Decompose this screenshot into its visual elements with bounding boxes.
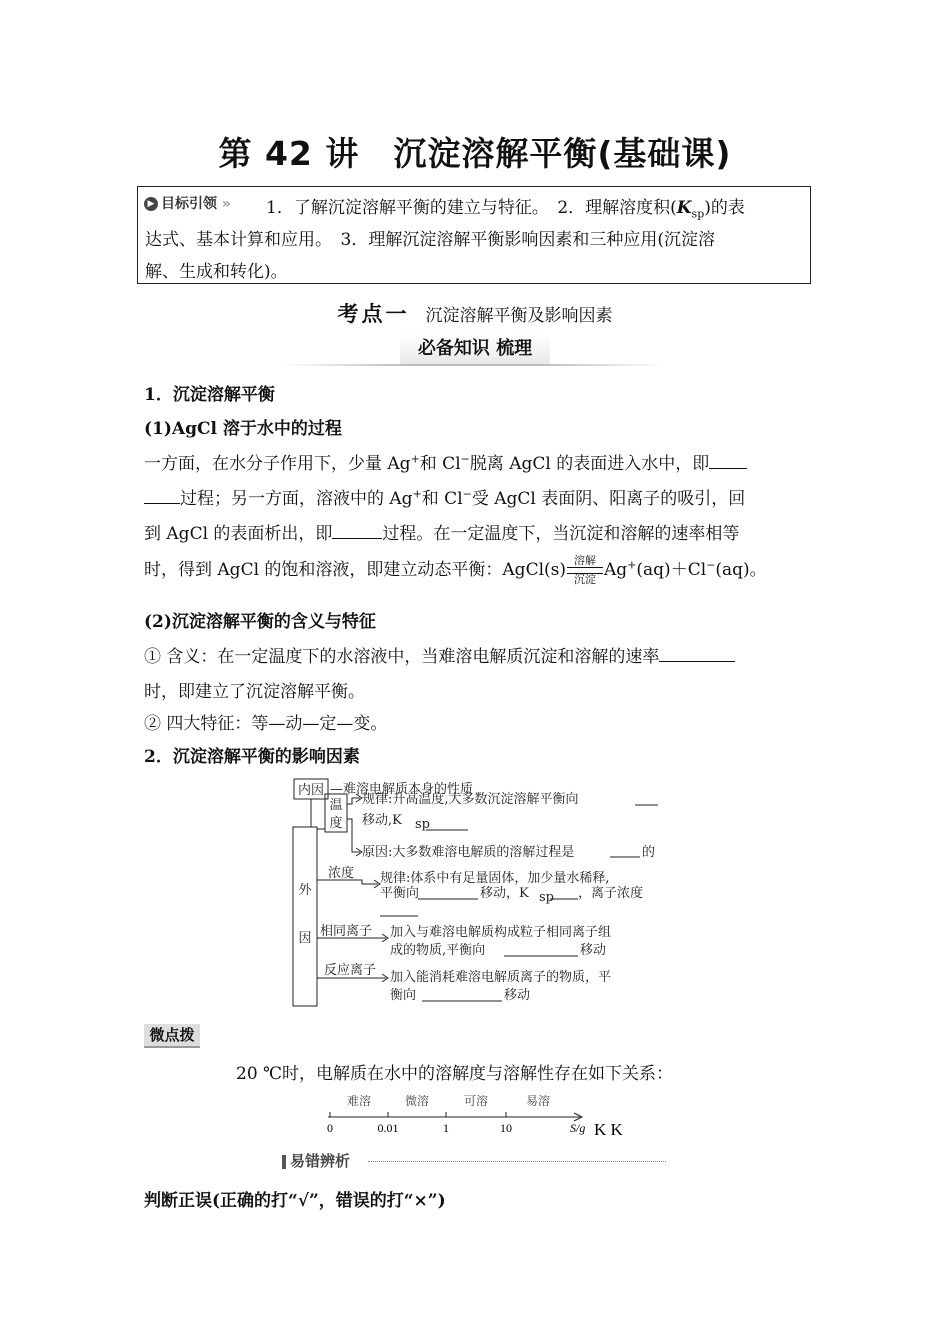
errors-divider	[368, 1161, 666, 1162]
factors-diagram	[290, 774, 670, 1010]
svg-text:成的物质,平衡向: 成的物质,平衡向	[390, 943, 486, 958]
scale-range-label: 微溶	[404, 1094, 430, 1108]
goal-line-2: 达式、基本计算和应用。 3．理解沉淀溶解平衡影响因素和三种应用(沉淀溶	[145, 230, 715, 250]
svg-text:衡向: 衡向	[390, 988, 417, 1003]
xiangtong-label: 相同离子	[320, 924, 373, 939]
para-line-3: 到 AgCl 的表面析出，即 过程。在一定温度下，当沉淀和溶解的速率相等	[144, 524, 740, 544]
features-line: ② 四大特征：等—动—定—变。	[144, 714, 388, 734]
para-line-2: 过程；另一方面，溶液中的 Ag+和 Cl−受 AgCl 表面阴、阳离子的吸引，回	[144, 484, 745, 509]
tip-badge: 微点拨	[144, 1024, 200, 1048]
svg-text:度: 度	[329, 816, 343, 831]
waiyin-label-1: 外	[298, 883, 312, 898]
svg-text:温: 温	[329, 798, 343, 813]
svg-text:sp: sp	[539, 890, 554, 905]
waiyin-box	[293, 827, 317, 1006]
page-title: 第 42 讲 沉淀溶解平衡(基础课)	[218, 134, 732, 173]
meaning-line-2: 时，即建立了沉淀溶解平衡。	[144, 682, 365, 702]
section-header: 考点一 沉淀溶解平衡及影响因素	[337, 302, 613, 326]
fanying-label: 反应离子	[324, 963, 377, 978]
svg-text:移动: 移动	[580, 943, 607, 958]
subheading-1: (1)AgCl 溶于水中的过程	[144, 419, 342, 439]
svg-text:sp: sp	[415, 817, 430, 832]
play-icon: ▶	[144, 197, 158, 211]
scale-range-label: 易溶	[525, 1094, 551, 1108]
blank[interactable]	[332, 524, 382, 539]
svg-text:，离子浓度: ，离子浓度	[578, 886, 644, 901]
svg-text:平衡向: 平衡向	[380, 886, 420, 901]
goal-box	[137, 186, 811, 284]
svg-text:移动: 移动	[504, 988, 531, 1003]
nongdu-label: 浓度	[328, 866, 355, 881]
heading-1: 1．沉淀溶解平衡	[144, 385, 275, 405]
banner-divider	[282, 364, 667, 366]
svg-text:原因:大多数难溶电解质的溶解过程是: 原因:大多数难溶电解质的溶解过程是	[362, 845, 575, 860]
blank[interactable]	[659, 647, 735, 662]
scale-range-label: 可溶	[463, 1094, 489, 1108]
scale-tick-label: 1	[443, 1121, 449, 1135]
goal-line-3: 解、生成和转化)。	[145, 262, 288, 282]
heading-2: 2．沉淀溶解平衡的影响因素	[144, 747, 360, 767]
tip-text: 20 ℃时，电解质在水中的溶解度与溶解性存在如下关系：	[236, 1064, 674, 1084]
errors-instruction: 判断正误(正确的打“√”，错误的打“×”)	[144, 1191, 446, 1211]
blank[interactable]	[144, 489, 180, 504]
svg-text:的: 的	[642, 845, 656, 860]
svg-text:移动,K: 移动,K	[362, 813, 402, 828]
subheading-2: (2)沉淀溶解平衡的含义与特征	[144, 612, 376, 632]
equilibrium-arrow: 溶解 沉淀	[567, 555, 603, 586]
svg-text:加入能消耗难溶电解质离子的物质，平: 加入能消耗难溶电解质离子的物质，平	[390, 970, 612, 985]
scale-kk: K K	[594, 1120, 623, 1139]
neiyin-text: —难溶电解质本身的性质	[330, 782, 474, 797]
errors-badge: 易错辨析	[282, 1150, 350, 1171]
neiyin-label: 内因	[297, 783, 325, 798]
scale-range-label: 难溶	[346, 1094, 372, 1108]
para-line-4: 时，得到 AgCl 的饱和溶液，即建立动态平衡：AgCl(s) 溶解 沉淀 Ag+(aq)＋Cl−(aq)。	[144, 554, 767, 586]
waiyin-label-2: 因	[298, 931, 312, 946]
solubility-scale	[318, 1090, 638, 1140]
scale-tick-label: 0	[327, 1121, 333, 1135]
meaning-line-1: ① 含义：在一定温度下的水溶液中，当难溶电解质沉淀和溶解的速率	[144, 642, 735, 667]
scale-tick-label: 10	[500, 1121, 512, 1135]
section-banner: 必备知识 梳理	[400, 334, 550, 366]
blank[interactable]	[709, 454, 747, 469]
svg-text:加入与难溶电解质构成粒子相同离子组: 加入与难溶电解质构成粒子相同离子组	[390, 925, 612, 940]
svg-text:规律:升高温度,大多数沉淀溶解平衡向: 规律:升高温度,大多数沉淀溶解平衡向	[362, 792, 579, 807]
goal-badge: ▶ 目标引领 »	[144, 193, 231, 213]
goal-line-1: 1．了解沉淀溶解平衡的建立与特征。 2．理解溶度积$(K_{sp})$的表	[266, 198, 745, 221]
svg-text:移动，K: 移动，K	[480, 886, 529, 901]
scale-tick-label: 0.01	[377, 1121, 399, 1135]
svg-text:规律:体系中有足量固体，加少量水稀释,: 规律:体系中有足量固体，加少量水稀释,	[380, 871, 610, 886]
scale-unit: S/g	[570, 1121, 586, 1135]
para-line-1: 一方面，在水分子作用下，少量 Ag+和 Cl−脱离 AgCl 的表面进入水中，即	[144, 449, 747, 474]
